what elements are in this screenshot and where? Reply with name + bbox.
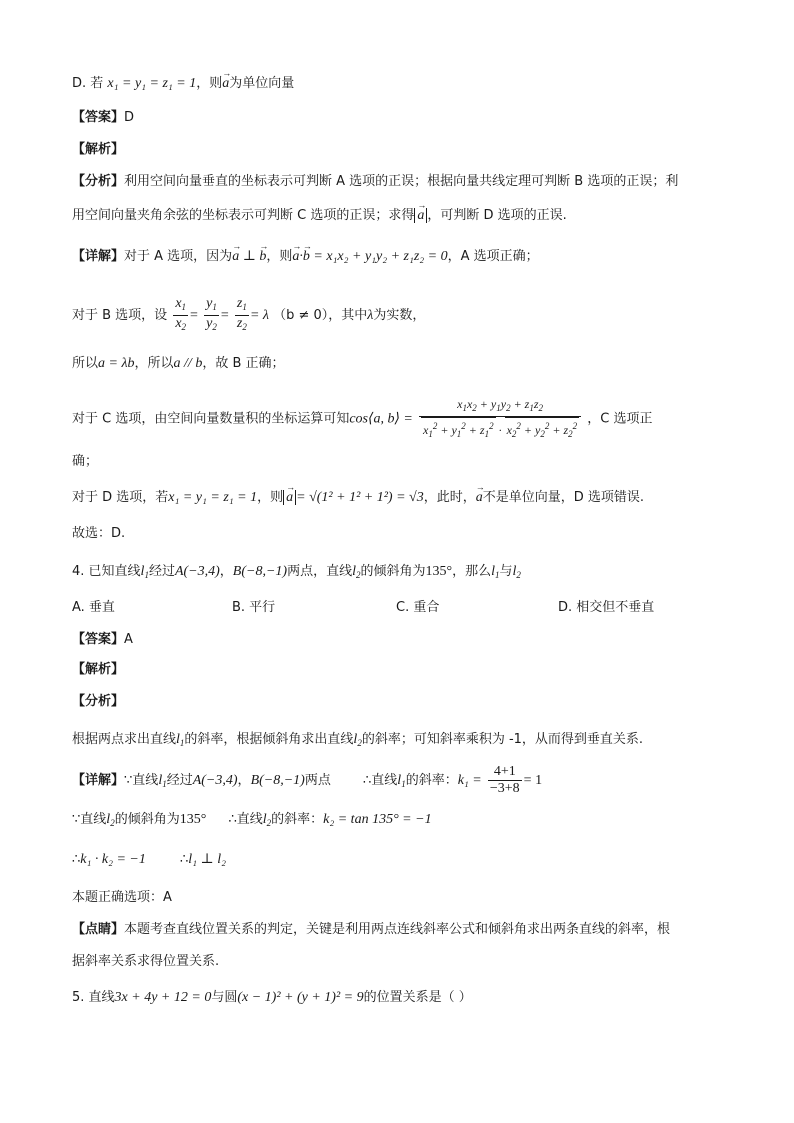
option-a: A. 垂直 [72,600,115,615]
l2-label-4: $l_2$ [106,812,115,828]
detail-4-line1: 【详解】∵直线$l_1$经过A(−3,4)，B(−8,−1)两点 ∴直线$l_1$的斜率：k₁ = $\frac{4+1}{-3+8}$ = 1 [72,764,543,796]
detail-4-line3: ∴k₁ · k₂ = −1 ∴l₁ ⊥ l₂ [72,852,226,867]
l2-label-3: $l_2$ [353,732,362,748]
l1-label-4: $l_1$ [158,773,167,789]
question-5: 5. 直线3x + 4y + 12 = 0与圆(x − 1)² + (y + 1)² = 9的位置关系是（ ） [72,990,472,1005]
detail-a: 【详解】对于 A 选项，因为→ a ⊥ → b，则→ a·→ b = x₁x₂ + y₁y₂ + z₁z₂ = 0，A 选项正确； [72,247,734,267]
detail-c: 对于 C 选项，由空间向量数量积的坐标运算可知cos⟨a, b⟩ = $\frac{x_1x_2 + y_1y_2 + z_1z_2}{x_1^2 + y_1^2 + z_1^2 \cdot x_2^2 + y_2^2 + z_2^2}$ ，C 选项正 [72,396,734,442]
dianjing-1: 【点睛】本题考查直线位置关系的判定，关键是利用两点连线斜率公式和倾斜角求出两条直线的斜率，根 [72,922,671,937]
l1-label: $l_1$ [140,564,149,580]
detail-c-wrap: 确； [72,454,99,469]
a-perp-b: → a ⊥ → b [232,249,266,264]
analysis-label-4: 【解析】 [72,662,125,677]
analysis-text-1: 【分析】利用空间向量垂直的坐标表示可判断 A 选项的正误；根据向量共线定理可判断 B 选项的正误；利 [72,174,679,189]
detail-4-line2: ∵直线$l_2$的倾斜角为135° ∴直线$l_2$的斜率：k₂ = tan 135° = −1 [72,812,432,828]
vec-a-d: → a [476,488,483,508]
slope-fraction: $\frac{4+1}{-3+8}$ [489,764,520,796]
l2-label-5: $l_2$ [262,812,272,828]
frac-z: $\frac{z_1}{z_2}$ [236,296,247,332]
analysis-text-2: 用空间向量夹角余弦的坐标表示可判断 C 选项的正误；求得→ a ，可判断 D 选项的正误. [72,206,734,226]
a-dot-b: → a·→ b = [292,249,326,264]
cos-fraction: $\frac{x_1x_2 + y_1y_2 + z_1z_2}{x_1^2 + y_1^2 + z_1^2 \cdot x_2^2 + y_2^2 + z_2^2}$ [419,396,581,442]
abs-a: → a [414,208,427,223]
fenxi-text-4: 根据两点求出直线$l_1$的斜率，根据倾斜角求出直线$l_2$的斜率；可知斜率乘积为 -1，从而得到垂直关系. [72,732,644,748]
detail-b-conclusion: 所以a = λb，所以a // b，故 B 正确； [72,356,285,371]
option-c: C. 重合 [396,600,440,615]
abs-a-d: → a [283,490,296,505]
analysis-label: 【解析】 [72,142,125,157]
correct-option: 本题正确选项：A [72,890,172,905]
l2-label-2: $l_2$ [512,564,521,580]
question-4: 4. 已知直线$l_1$经过A(−3,4)，B(−8,−1)两点，直线$l_2$的倾斜角为135°，那么$l_1$与$l_2$ [72,564,521,580]
detail-b: 对于 B 选项，设 $\frac{x_1}{x_2}$ = $\frac{y_1}{y_2}$ = $\frac{z_1}{z_2}$ = λ （b ≠ 0），其中λ为实数， [72,296,734,335]
option-d-statement: D. 若 x₁ = y₁ = z₁ = 1，则→ a为单位向量 [72,74,734,94]
l1-label-3: $l_1$ [176,732,185,748]
l1-label-2: $l_1$ [491,564,500,580]
option-b: B. 平行 [232,600,276,615]
l1-label-5: $l_1$ [397,773,406,789]
option-d: D. 相交但不垂直 [558,600,655,615]
answer-label-4: 【答案】A [72,632,133,647]
frac-y: $\frac{y_1}{y_2}$ [206,296,217,332]
frac-x: $\frac{x_1}{x_2}$ [175,296,187,332]
l2-label: $l_2$ [352,564,361,580]
choose-d: 故选：D. [72,526,126,541]
answer-label: 【答案】D [72,110,135,125]
fenxi-label-4: 【分析】 [72,694,125,709]
detail-d: 对于 D 选项，若x₁ = y₁ = z₁ = 1，则→ a = √(1² + 1² + 1²) = √3，此时，→ a不是单位向量，D 选项错误. [72,488,734,508]
dianjing-2: 据斜率关系求得位置关系. [72,954,220,969]
